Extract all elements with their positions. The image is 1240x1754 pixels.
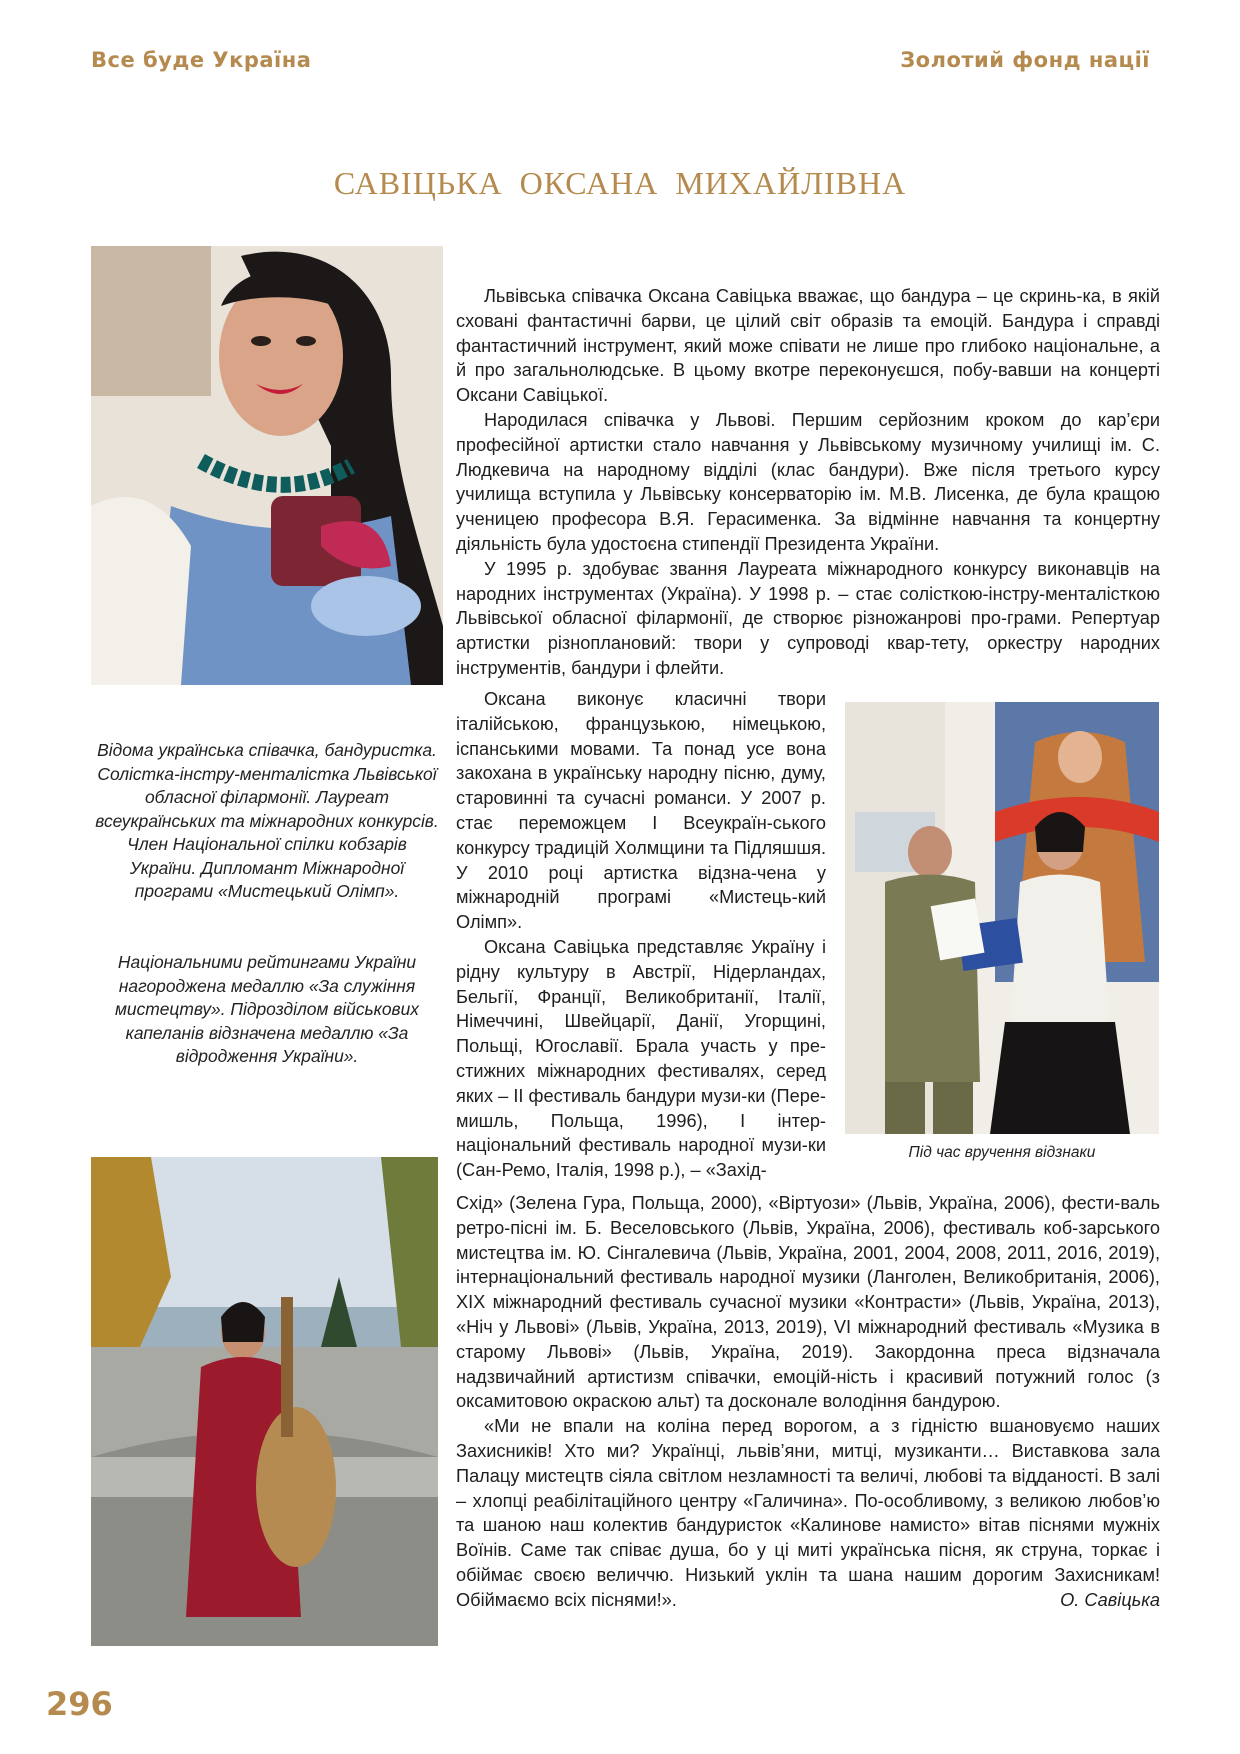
bio-paragraph: Відома українська співачка, бандуристка. Солістка-інстру-менталістка Львівської обласної філармонії. Лауреат всеукраїнських та міжнародних конкурсів. Член Національної спілки кобзарів України. Дипломант Міжнародної програми «Мистецький Олімп». — [95, 740, 439, 901]
quote-paragraph — [456, 1414, 1160, 1612]
article-text-top — [456, 284, 1160, 681]
awards-paragraph: Національними рейтингами України нагороджена медаллю «За служіння мистецтву». Підрозділом військових капеланів відзначена медаллю «За відродження України». — [114, 952, 419, 1066]
body-paragraph: Оксана виконує класичні твори італійською, французькою, німецькою, іспанськими мовами. Та понад усе вона закохана в українську народну пісню, думу, старовинні та сучасні романси. У 2007 р. стає переможцем І Всеукраїн-ського конкурсу традицій Холмщини та Підляшшя. У 2010 році артистка відзна-чена у міжнародній програмі «Мистець-кий Олімп». — [456, 689, 826, 933]
body-paragraph: Оксана Савіцька представляє Україну і рідну культуру в Австрії, Нідерландах, Бельгії, Франції, Великобританії, Італії, Німеччині, Швейцарії, Данії, Угорщині, Польщі, Югославії. Брала участь у пре-стижних міжнародних фестивалях, серед яких – ІІ фестиваль бандури музи-ки (Пере-мишль, Польща, 1996), І інтер-національний фестиваль народної музи-ки (Сан-Ремо, Італія, 1998 р.), – «Захід- — [456, 936, 826, 1181]
page-number: 296 — [46, 1685, 113, 1723]
bandura-photo — [91, 1157, 438, 1646]
portrait-photo — [91, 246, 443, 685]
quote-author: О. Савіцька — [1060, 1589, 1160, 1610]
awards-text — [94, 951, 440, 1069]
body-paragraph: У 1995 р. здобуває звання Лауреата міжнародного конкурсу виконавців на народних інструментах (Україна). У 1998 р. – стає солісткою-інстру-менталісткою Львівської обласної філармонії, де створює різножанрові про-грами. Репертуар артистки різноплановий: твори у супроводі квар-тету, оркестру народних інструментів, бандури і флейти. — [456, 558, 1160, 678]
photo-caption: Під час вручення відзнаки — [908, 1144, 1096, 1161]
quote-text: «Ми не впали на коліна перед ворогом, а з гідністю вшановуємо наших Захисників! Хто ми? Українці, львів’яни, митці, музиканти… Виставкова зала Палацу мистецтв сіяла світлом незламності та величі, любові та відданості. В залі – хлопці реабілітаційного центру «Галичина». По-особливому, з великою любов’ю та шаною наш колектив бандуристок «Калинове намисто» вітав піснями мужніх Воїнів. Саме так співає душа, бо у ці миті українська пісня, як струна, торкає і обіймає своєю величчю. Низький уклін та шана нашим дорогим Захисникам! Обіймаємо всіх піснями!». — [456, 1416, 1160, 1610]
running-head-right: Золотий фонд нації — [900, 48, 1150, 72]
article-title: САВІЦЬКА ОКСАНА МИХАЙЛІВНА — [333, 165, 907, 201]
running-head-left: Все буде Україна — [91, 48, 312, 72]
award-ceremony-photo — [845, 702, 1159, 1134]
body-paragraph: Схід» (Зелена Гура, Польща, 2000), «Віртуози» (Львів, Україна, 2006), фести-валь ретро-пісні ім. Б. Веселовського (Львів, Україна, 2006), фестиваль коб-зарського мистецтва ім. Ю. Сінгалевича (Львів, Україна, 2001, 2004, 2008, 2011, 2016, 2019), інтернаціональний фестиваль народної музики (Ланголен, Великобританія, 2006), ХІХ міжнародний фестиваль сучасної музики «Контрасти» (Львів, Україна, 2013), «Ніч у Львові» (Львів, Україна, 2013, 2019), VI міжнародний фестиваль «Музика в старому Львові» (Львів, Україна, 2019). Закордонна преса відзначала надзвичайний артистизм співачки, емоцій-ність і красивий потужний голос (з оксамитовою окраскою альт) та досконале володіння бандурою. — [456, 1193, 1160, 1412]
body-paragraph: Львівська співачка Оксана Савіцька вважає, що бандура – це скринь-ка, в якій сховані фантастичні барви, це цілий світ образів та емоцій. Бандура і справді фантастичний інструмент, який може співати не лише про глибоко національне, а й про загальнолюдське. В цьому вкотре переконуєшся, побу-вавши на концерті Оксани Савіцької. — [456, 286, 1160, 406]
article-text-bottom — [456, 1191, 1160, 1613]
body-paragraph: Народилася співачка у Львові. Першим серйозним кроком до кар’єри професійної артистки стало навчання у Львівському музичному училищі ім. С. Людкевича на народному відділі (клас бандури). Вже після третього курсу училища вступила у Львівську консерваторію ім. М.В. Лисенка, де була кращою ученицею професора В.Я. Герасименка. За відмінне навчання та концертну діяльність була удостоєна стипендії Президента України. — [456, 409, 1160, 554]
article-text-narrow — [456, 687, 826, 1183]
bio-text — [94, 739, 440, 904]
